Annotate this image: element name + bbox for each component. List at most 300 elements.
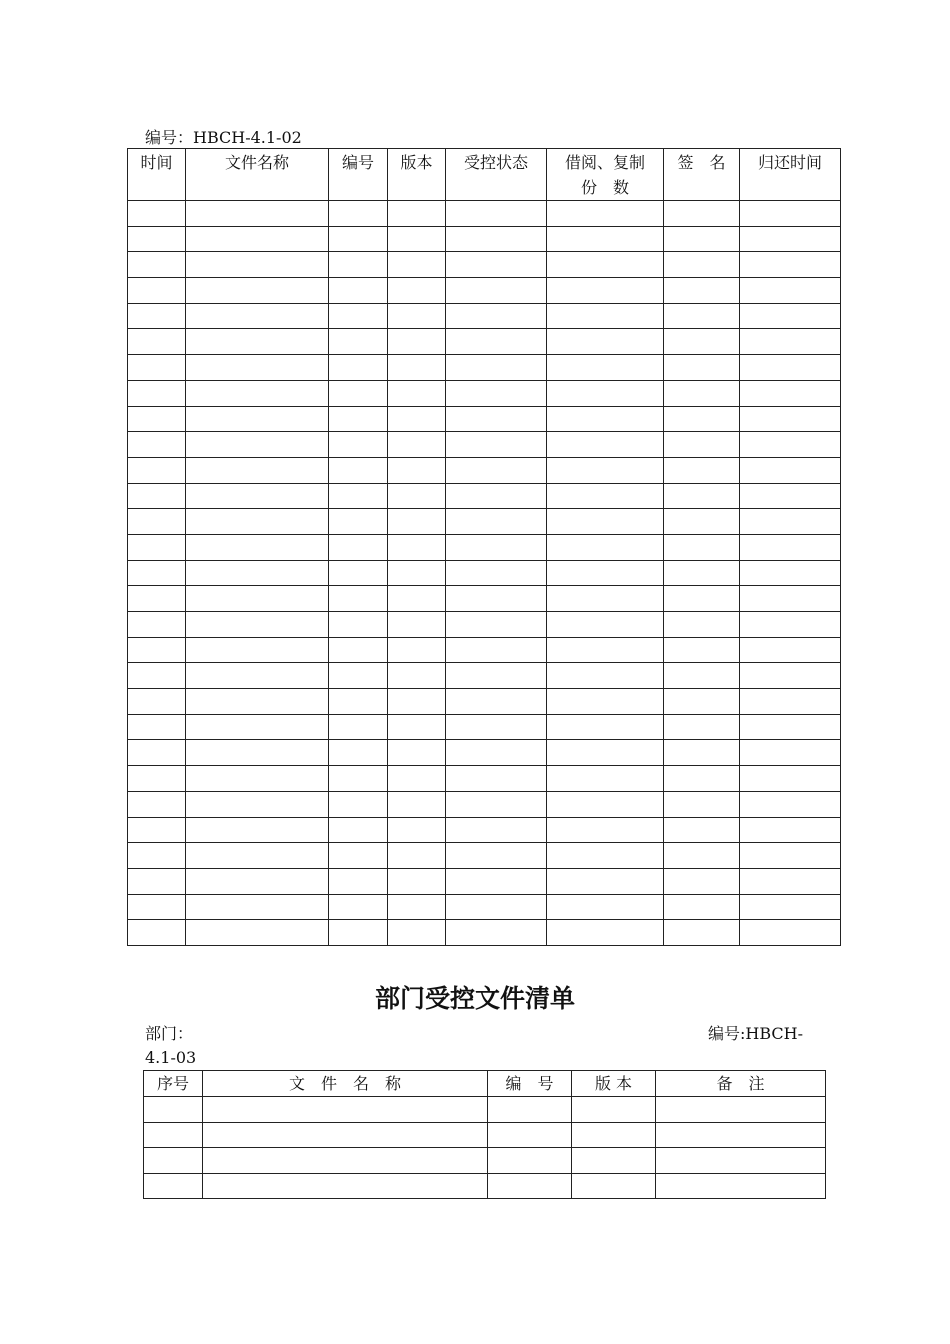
table-cell [740, 714, 841, 740]
table-cell [740, 663, 841, 689]
table-cell [446, 560, 547, 586]
table-cell [388, 843, 446, 869]
table-cell [664, 894, 740, 920]
table-cell [740, 329, 841, 355]
table-cell [740, 637, 841, 663]
table-cell [186, 201, 329, 227]
table-cell [128, 483, 186, 509]
header-borrow-copies [547, 149, 664, 201]
table-cell [329, 457, 388, 483]
table-cell [547, 303, 664, 329]
table-cell [329, 894, 388, 920]
table-cell [128, 432, 186, 458]
table-cell [446, 637, 547, 663]
table-body [128, 201, 841, 946]
table-cell [329, 201, 388, 227]
table-cell [186, 483, 329, 509]
table-cell [388, 612, 446, 638]
header-borrow-copy-line: 借阅、复制 [564, 153, 645, 172]
table-cell [329, 406, 388, 432]
table-cell [740, 740, 841, 766]
table-cell [186, 868, 329, 894]
table-row [128, 483, 841, 509]
table-cell [329, 637, 388, 663]
table-cell [446, 843, 547, 869]
header-version: 版 本 [572, 1071, 656, 1097]
table-cell [488, 1173, 572, 1199]
table-cell [329, 303, 388, 329]
table-row [128, 843, 841, 869]
table-cell [446, 534, 547, 560]
table-cell [740, 766, 841, 792]
table-cell [186, 355, 329, 381]
header-control-status: 受控状态 [446, 149, 547, 201]
table-cell [329, 791, 388, 817]
table-cell [128, 355, 186, 381]
table-cell [186, 560, 329, 586]
table-cell [128, 303, 186, 329]
table-cell [203, 1148, 488, 1174]
table-cell [547, 457, 664, 483]
table-cell [488, 1148, 572, 1174]
table-cell [740, 201, 841, 227]
department-document-list-table [143, 1070, 826, 1199]
table-cell [186, 689, 329, 715]
table-cell [388, 201, 446, 227]
table-cell [446, 817, 547, 843]
table-row [128, 457, 841, 483]
table-cell [186, 406, 329, 432]
table-cell [664, 509, 740, 535]
table-cell [572, 1097, 656, 1123]
table-cell [664, 457, 740, 483]
table-cell [740, 534, 841, 560]
table-cell [128, 663, 186, 689]
table-row [128, 663, 841, 689]
table-cell [186, 380, 329, 406]
table-cell [547, 612, 664, 638]
table-row [128, 303, 841, 329]
table-cell [329, 612, 388, 638]
table-row [128, 252, 841, 278]
table-cell [664, 226, 740, 252]
table-cell [740, 303, 841, 329]
form-code-line1: 编号:HBCH- [708, 1024, 804, 1043]
header-version: 版本 [388, 149, 446, 201]
table-cell [547, 920, 664, 946]
table-cell [388, 791, 446, 817]
header-number: 编 号 [488, 1071, 572, 1097]
table-cell [388, 483, 446, 509]
table-cell [186, 226, 329, 252]
table-cell [446, 329, 547, 355]
table-cell [186, 663, 329, 689]
table-cell [664, 355, 740, 381]
table-cell [664, 560, 740, 586]
table-cell [740, 920, 841, 946]
table-cell [186, 766, 329, 792]
table-cell [664, 817, 740, 843]
table-cell [664, 586, 740, 612]
table-row [128, 226, 841, 252]
table-cell [446, 689, 547, 715]
table-cell [128, 201, 186, 227]
table-cell [329, 329, 388, 355]
table-cell [329, 586, 388, 612]
table-cell [388, 534, 446, 560]
table-cell [740, 355, 841, 381]
table-cell [740, 252, 841, 278]
table-cell [329, 278, 388, 304]
table-cell [388, 329, 446, 355]
table-cell [446, 894, 547, 920]
table-cell [329, 868, 388, 894]
table-cell [329, 560, 388, 586]
table-cell [388, 714, 446, 740]
table-cell [446, 432, 547, 458]
table-cell [547, 714, 664, 740]
table-cell [547, 689, 664, 715]
table-cell [144, 1122, 203, 1148]
table-cell [128, 740, 186, 766]
table-cell [488, 1122, 572, 1148]
table-cell [446, 252, 547, 278]
table-cell [186, 637, 329, 663]
table-cell [186, 612, 329, 638]
table-cell [446, 766, 547, 792]
table-cell [740, 432, 841, 458]
table-cell [128, 226, 186, 252]
table-cell [572, 1122, 656, 1148]
table-cell [128, 509, 186, 535]
department-label: 部门： [145, 1024, 194, 1043]
table-cell [547, 637, 664, 663]
table-cell [128, 817, 186, 843]
table-cell [572, 1148, 656, 1174]
table-cell [664, 432, 740, 458]
form-code-line2: 4.1-03 [145, 1048, 197, 1067]
table-cell [547, 843, 664, 869]
table-cell [186, 252, 329, 278]
table-cell [740, 843, 841, 869]
table-row [128, 791, 841, 817]
table-cell [547, 483, 664, 509]
table-cell [128, 714, 186, 740]
header-serial: 序号 [144, 1071, 203, 1097]
table-cell [388, 868, 446, 894]
table-cell [547, 201, 664, 227]
header-time: 时间 [128, 149, 186, 201]
table-cell [740, 380, 841, 406]
table-cell [128, 894, 186, 920]
table-cell [388, 766, 446, 792]
table-cell [740, 791, 841, 817]
table-cell [446, 303, 547, 329]
table-cell [128, 252, 186, 278]
table-row [144, 1173, 826, 1199]
table-cell [664, 766, 740, 792]
table-cell [388, 432, 446, 458]
table-cell [664, 920, 740, 946]
table-cell [329, 355, 388, 381]
table-cell [664, 714, 740, 740]
table-cell [547, 278, 664, 304]
table-cell [656, 1148, 826, 1174]
table-cell [446, 920, 547, 946]
table-cell [388, 663, 446, 689]
table-cell [186, 534, 329, 560]
table-row [128, 612, 841, 638]
table-cell [446, 355, 547, 381]
table-cell [128, 329, 186, 355]
table-row [128, 380, 841, 406]
table-cell [128, 791, 186, 817]
table-cell [329, 689, 388, 715]
table-cell [740, 817, 841, 843]
table-cell [446, 740, 547, 766]
table-cell [740, 406, 841, 432]
table-row [144, 1097, 826, 1123]
header-number: 编号 [329, 149, 388, 201]
table-cell [388, 689, 446, 715]
table-cell [740, 586, 841, 612]
table-cell [128, 278, 186, 304]
table-cell [186, 714, 329, 740]
table-cell [388, 406, 446, 432]
table-cell [547, 560, 664, 586]
table-cell [388, 303, 446, 329]
table-cell [128, 612, 186, 638]
header-signature: 签 名 [664, 149, 740, 201]
table-cell [664, 637, 740, 663]
table-header-row [144, 1071, 826, 1097]
table-cell [203, 1173, 488, 1199]
table-cell [128, 457, 186, 483]
table-cell [547, 355, 664, 381]
table-cell [547, 534, 664, 560]
table-cell [128, 637, 186, 663]
table-cell [740, 226, 841, 252]
table-cell [446, 868, 547, 894]
table-cell [446, 278, 547, 304]
table-cell [186, 303, 329, 329]
table-cell [740, 278, 841, 304]
table-cell [144, 1097, 203, 1123]
table-cell [740, 457, 841, 483]
table-cell [329, 534, 388, 560]
table-cell [128, 586, 186, 612]
table-cell [388, 278, 446, 304]
table-cell [128, 406, 186, 432]
table-cell [186, 432, 329, 458]
table-cell [186, 894, 329, 920]
table-cell [446, 791, 547, 817]
table-cell [388, 740, 446, 766]
table-cell [128, 534, 186, 560]
table-cell [547, 740, 664, 766]
table-cell [186, 843, 329, 869]
table-cell [329, 843, 388, 869]
table-cell [488, 1097, 572, 1123]
table-cell [128, 560, 186, 586]
table-row [128, 894, 841, 920]
table-body [144, 1097, 826, 1199]
table-cell [664, 252, 740, 278]
table-cell [388, 637, 446, 663]
table-row [128, 278, 841, 304]
table-cell [664, 868, 740, 894]
table-cell [740, 612, 841, 638]
table-row [128, 560, 841, 586]
table-cell [186, 817, 329, 843]
table-cell [547, 868, 664, 894]
table-cell [547, 791, 664, 817]
table-cell [329, 509, 388, 535]
table-cell [144, 1148, 203, 1174]
table-row [144, 1148, 826, 1174]
table-cell [664, 791, 740, 817]
header-return-time: 归还时间 [740, 149, 841, 201]
table-cell [186, 278, 329, 304]
table-row [128, 201, 841, 227]
table-cell [186, 586, 329, 612]
table-cell [664, 380, 740, 406]
table-cell [388, 920, 446, 946]
table-cell [329, 252, 388, 278]
table-row [128, 406, 841, 432]
table-cell [128, 380, 186, 406]
table-cell [446, 612, 547, 638]
table-cell [446, 586, 547, 612]
table-cell [656, 1122, 826, 1148]
table-cell [329, 380, 388, 406]
table-cell [664, 303, 740, 329]
table-cell [329, 740, 388, 766]
page-title: 部门受控文件清单 [374, 984, 575, 1013]
table-cell [388, 560, 446, 586]
table-cell [329, 226, 388, 252]
table-cell [572, 1173, 656, 1199]
table-cell [446, 201, 547, 227]
table-row [128, 534, 841, 560]
header-copies-line: 份 数 [580, 178, 629, 197]
table-cell [388, 586, 446, 612]
table-cell [740, 894, 841, 920]
table-cell [664, 740, 740, 766]
table-row [128, 689, 841, 715]
table-cell [547, 226, 664, 252]
document-borrow-table [127, 148, 841, 946]
table-cell [186, 457, 329, 483]
table-cell [186, 920, 329, 946]
table-cell [446, 714, 547, 740]
table-cell [547, 329, 664, 355]
table-cell [664, 663, 740, 689]
table-cell [329, 766, 388, 792]
table-row [128, 432, 841, 458]
table-cell [547, 817, 664, 843]
table-row [144, 1122, 826, 1148]
table-cell [329, 483, 388, 509]
table-cell [664, 534, 740, 560]
table-cell [388, 457, 446, 483]
table-cell [329, 663, 388, 689]
table-row [128, 920, 841, 946]
table-cell [388, 817, 446, 843]
table-cell [664, 483, 740, 509]
table-cell [144, 1173, 203, 1199]
table-cell [388, 252, 446, 278]
table-cell [186, 509, 329, 535]
table-cell [664, 406, 740, 432]
table-row [128, 817, 841, 843]
table-cell [664, 278, 740, 304]
table-cell [446, 226, 547, 252]
table-cell [186, 740, 329, 766]
table-cell [664, 612, 740, 638]
table-cell [388, 380, 446, 406]
header-remarks: 备 注 [656, 1071, 826, 1097]
table-cell [664, 201, 740, 227]
table-cell [329, 432, 388, 458]
table-cell [740, 868, 841, 894]
table-cell [388, 355, 446, 381]
table-header-row [128, 149, 841, 201]
table-cell [547, 586, 664, 612]
table-row [128, 766, 841, 792]
table-cell [329, 714, 388, 740]
table-cell [547, 380, 664, 406]
table-cell [388, 226, 446, 252]
table-cell [186, 791, 329, 817]
table-cell [547, 406, 664, 432]
table-cell [203, 1122, 488, 1148]
table-cell [446, 483, 547, 509]
form-code: 编号：HBCH-4.1-02 [145, 128, 302, 147]
header-document-name: 文 件 名 称 [203, 1071, 488, 1097]
table-cell [128, 843, 186, 869]
table-row [128, 714, 841, 740]
table-cell [329, 920, 388, 946]
table-row [128, 637, 841, 663]
table-cell [664, 689, 740, 715]
table-row [128, 509, 841, 535]
table-cell [446, 406, 547, 432]
table-cell [547, 663, 664, 689]
table-cell [740, 483, 841, 509]
table-cell [740, 509, 841, 535]
table-cell [128, 868, 186, 894]
table-cell [656, 1097, 826, 1123]
table-cell [446, 380, 547, 406]
table-cell [128, 920, 186, 946]
table-row [128, 868, 841, 894]
table-cell [446, 663, 547, 689]
table-row [128, 586, 841, 612]
table-cell [740, 560, 841, 586]
table-cell [547, 894, 664, 920]
table-cell [388, 509, 446, 535]
table-cell [547, 432, 664, 458]
table-cell [547, 766, 664, 792]
table-cell [446, 509, 547, 535]
table-cell [547, 252, 664, 278]
table-cell [446, 457, 547, 483]
header-document-name: 文件名称 [186, 149, 329, 201]
table-cell [740, 689, 841, 715]
table-row [128, 355, 841, 381]
table-cell [128, 766, 186, 792]
